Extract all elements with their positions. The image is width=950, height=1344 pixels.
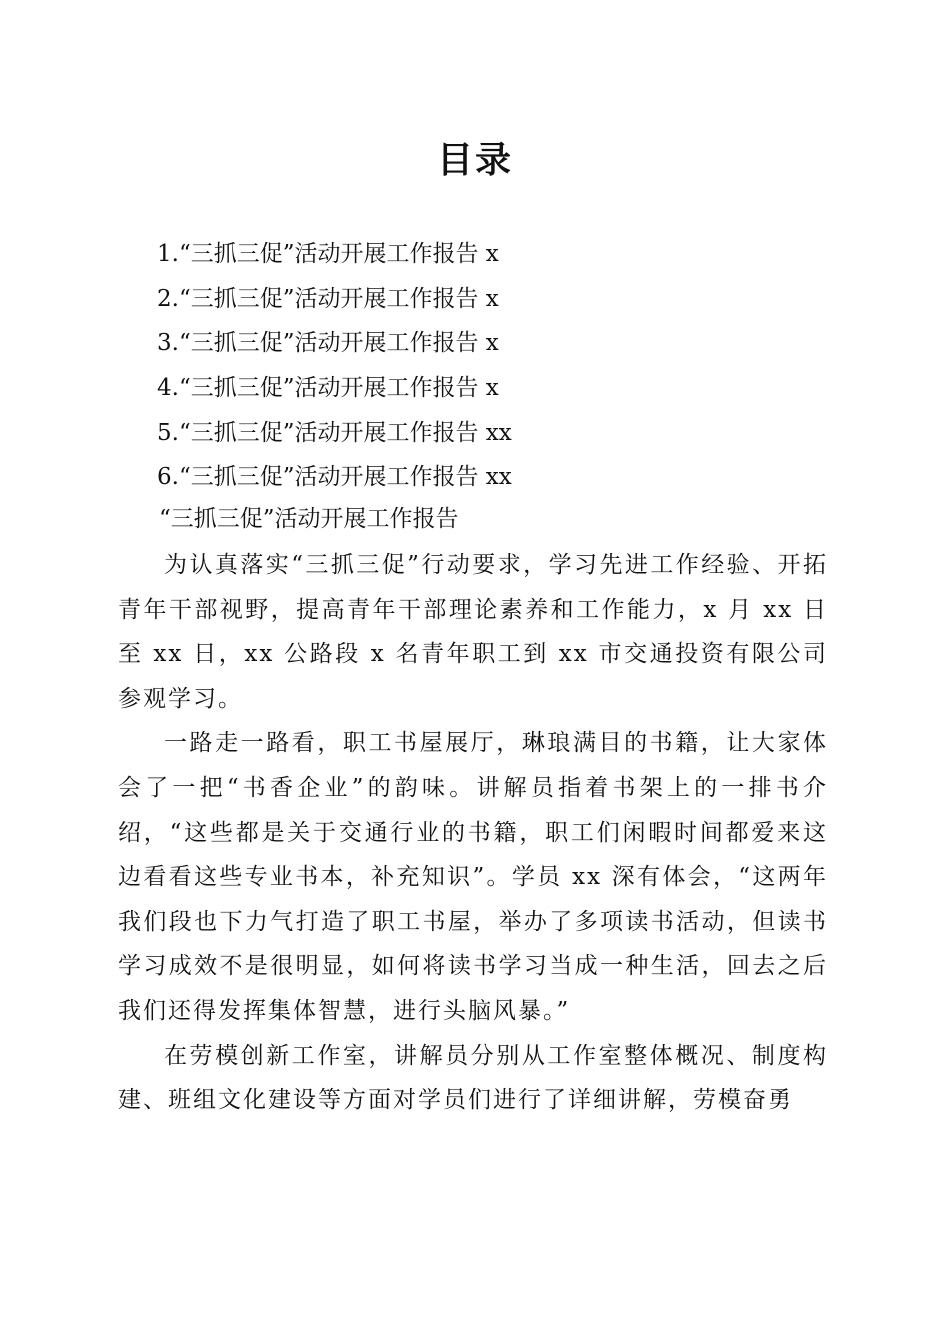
article-title: “三抓三促”活动开展工作报告 [159,506,459,532]
toc-item: 2.“三抓三促”活动开展工作报告 x [157,285,499,312]
page-title: 目录 [436,139,513,181]
paragraph: 在劳模创新工作室，讲解员分别从工作室整体概况、制度构建、班组文化建设等方面对学员们进行了详细讲解，劳模奋勇 [118,1042,828,1114]
table-of-contents [157,232,512,500]
toc-item: 6.“三抓三促”活动开展工作报告 xx [157,464,512,491]
paragraph: 一路走一路看，职工书屋展厅，琳琅满目的书籍，让大家体会了一把“书香企业”的韵味。讲解员指着书架上的一排书介绍，“这些都是关于交通行业的书籍，职工们闲暇时间都爱来这边看看这些专业书本，补充知识”。学员 xx 深有体会，“这两年我们段也下力气打造了职工书屋，举办了多项读书活动，但读书学习成效不是很明显，如何将读书学习当成一种生活，回去之后我们还得发挥集体智慧，进行头脑风暴。” [118,730,828,1024]
toc-item: 4.“三抓三促”活动开展工作报告 x [157,375,499,402]
toc-item: 5.“三抓三促”活动开展工作报告 xx [157,419,512,446]
toc-item: 1.“三抓三促”活动开展工作报告 x [157,241,499,267]
paragraph: 为认真落实“三抓三促”行动要求，学习先进工作经验、开拓青年干部视野，提高青年干部理论素养和工作能力，x 月 xx 日至 xx 日，xx 公路段 x 名青年职工到 xx 市交通投资有限公司参观学习。 [118,552,828,712]
toc-item: 3.“三抓三促”活动开展工作报告 x [157,330,499,357]
article-body [118,543,828,1123]
